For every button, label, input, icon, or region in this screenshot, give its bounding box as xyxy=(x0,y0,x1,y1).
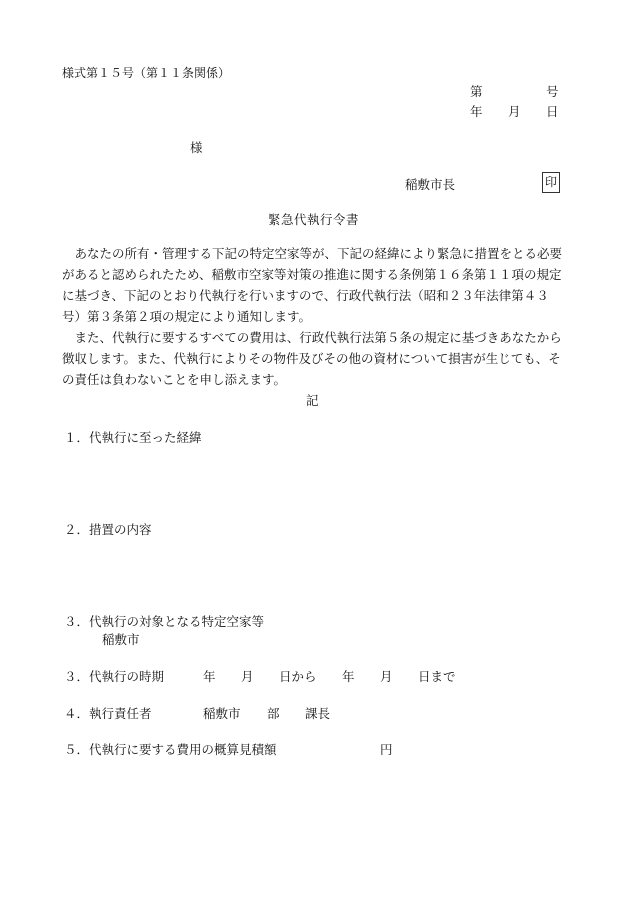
document-body xyxy=(62,243,562,390)
item-target-property: ３．代執行の対象となる特定空家等 xyxy=(64,614,265,629)
date-year: 年 xyxy=(470,104,483,119)
date-day: 日 xyxy=(546,104,559,119)
period-from: 日から xyxy=(279,669,317,684)
doc-number-prefix: 第 xyxy=(470,84,483,99)
period-until: 日まで xyxy=(418,669,456,684)
item-measures: ２．措置の内容 xyxy=(64,522,152,537)
seal-mark: 印 xyxy=(542,172,560,193)
item-background: １．代執行に至った経緯 xyxy=(64,430,202,445)
doc-number-suffix: 号 xyxy=(546,84,559,99)
item-responsible-label: ４．執行責任者 xyxy=(64,706,152,721)
responsible-city: 稲敷市 xyxy=(203,706,241,721)
responsible-section-chief: 課長 xyxy=(305,706,331,721)
date-month: 月 xyxy=(508,104,521,119)
body-paragraph-1: あなたの所有・管理する下記の特定空家等が、下記の経緯により緊急に措置をとる必要があると認められたため、稲敷市空家等対策の推進に関する条例第１６条第１１項の規定に基づき、下記のとおり代執行を行いますので、行政代執行法（昭和２３年法律第４３号）第３条第２項の規定により通知します。 xyxy=(62,246,563,324)
document-title: 緊急代執行令書 xyxy=(268,212,360,227)
period-month-2: 月 xyxy=(380,669,393,684)
responsible-dept: 部 xyxy=(267,706,280,721)
period-year-2: 年 xyxy=(342,669,355,684)
ki-heading: 記 xyxy=(306,393,319,408)
form-number: 様式第１５号（第１１条関係） xyxy=(62,66,231,80)
item-cost-label: ５．代執行に要する費用の概算見積額 xyxy=(64,742,277,757)
item-period-label: ３．代執行の時期 xyxy=(64,669,165,684)
addressee-suffix: 様 xyxy=(190,140,203,155)
body-paragraph-2: また、代執行に要するすべての費用は、行政代執行法第５条の規定に基づきあなたから徴収します。また、代執行によりその物件及びその他の資材について損害が生じても、その責任は負わないことを申し添えます。 xyxy=(62,330,562,387)
cost-unit: 円 xyxy=(380,742,393,757)
period-month-1: 月 xyxy=(241,669,254,684)
period-year-1: 年 xyxy=(203,669,216,684)
item-target-city: 稲敷市 xyxy=(102,632,140,647)
sender-title: 稲敷市長 xyxy=(405,177,456,192)
